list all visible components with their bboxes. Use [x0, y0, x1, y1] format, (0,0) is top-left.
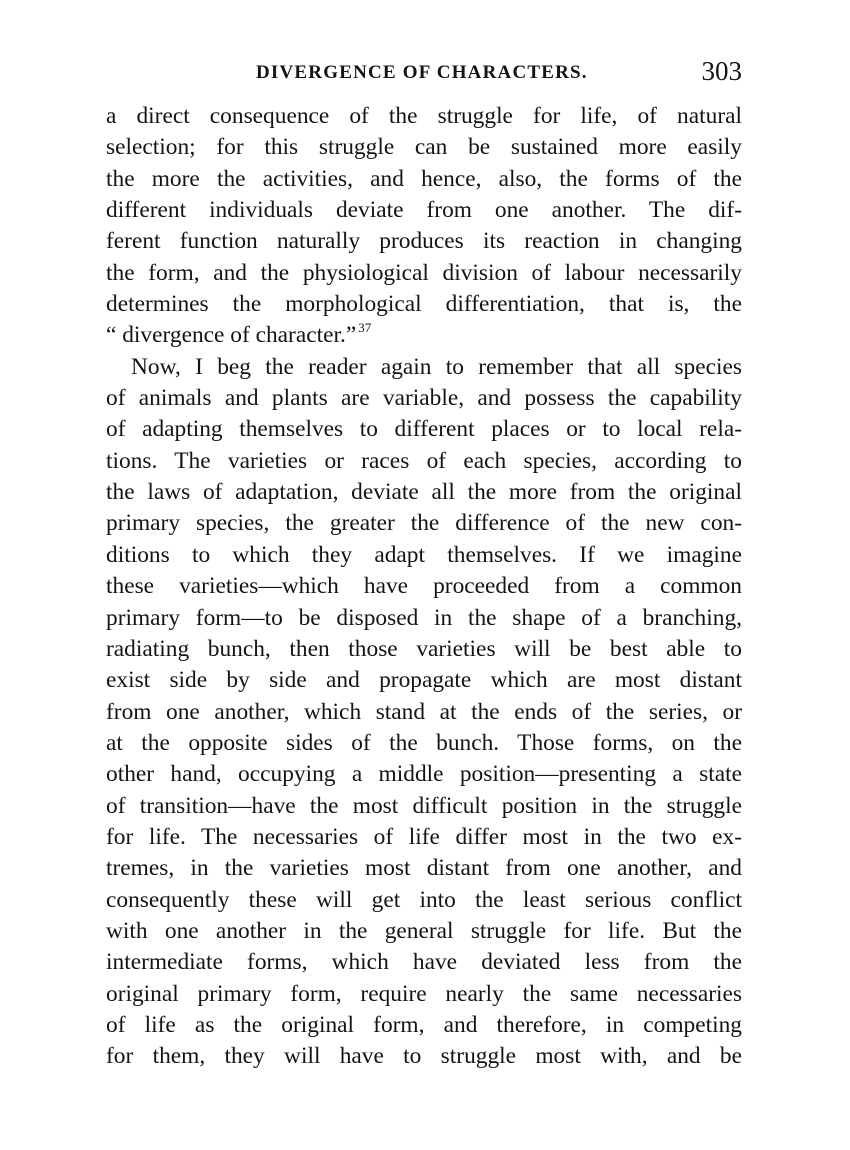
text-line: radiating bunch, then those varieties will be best able to	[106, 635, 742, 662]
footnote-reference: 37	[358, 320, 372, 336]
text-line: ditions to which they adapt themselves. If we imagine	[106, 541, 742, 568]
text-line: at the opposite sides of the bunch. Those forms, on the	[106, 729, 742, 756]
text-line: the form, and the physiological division of labour necessarily	[106, 259, 742, 286]
text-line: tremes, in the varieties most distant from one another, and	[106, 855, 742, 882]
quotation-text: “ divergence of character.”	[106, 322, 357, 349]
text-line: different individuals deviate from one another. The dif-	[106, 197, 742, 224]
running-head: DIVERGENCE OF CHARACTERS.	[256, 62, 588, 83]
text-line: determines the morphological differentiation, that is, the	[106, 291, 742, 318]
text-line: ferent function naturally produces its reaction in changing	[106, 228, 742, 255]
text-line: for life. The necessaries of life differ most in the two ex-	[106, 823, 742, 850]
text-line: from one another, which stand at the ends of the series, or	[106, 698, 742, 725]
text-line: of life as the original form, and therefore, in competing	[106, 1011, 742, 1038]
text-line: of animals and plants are variable, and possess the capability	[106, 385, 742, 412]
text-line: primary species, the greater the difference of the new con-	[106, 510, 742, 537]
body-text	[106, 101, 742, 1073]
text-line: for them, they will have to struggle most with, and be	[106, 1043, 742, 1070]
page-number: 303	[701, 56, 742, 86]
text-line: tions. The varieties or races of each species, according to	[106, 447, 742, 474]
text-line	[106, 320, 742, 351]
text-line: with one another in the general struggle for life. But the	[106, 917, 742, 944]
text-line: the more the activities, and hence, also, the forms of the	[106, 165, 742, 192]
text-line: original primary form, require nearly the same necessaries	[106, 980, 742, 1007]
text-line: exist side by side and propagate which are most distant	[106, 667, 742, 694]
text-line: intermediate forms, which have deviated less from the	[106, 949, 742, 976]
page-header	[106, 56, 742, 92]
text-line: selection; for this struggle can be sustained more easily	[106, 134, 742, 161]
text-line: Now, I beg the reader again to remember that all species	[131, 353, 742, 380]
text-line: consequently these will get into the least serious conflict	[106, 886, 742, 913]
text-line: these varieties—which have proceeded from a common	[106, 573, 742, 600]
text-line: a direct consequence of the struggle for life, of natural	[106, 103, 742, 129]
text-line: the laws of adaptation, deviate all the more from the original	[106, 479, 742, 506]
text-line: other hand, occupying a middle position—presenting a state	[106, 761, 742, 788]
text-line: of transition—have the most difficult position in the struggle	[106, 792, 742, 819]
text-line: of adapting themselves to different places or to local rela-	[106, 416, 742, 443]
text-line: primary form—to be disposed in the shape of a branching,	[106, 604, 742, 631]
